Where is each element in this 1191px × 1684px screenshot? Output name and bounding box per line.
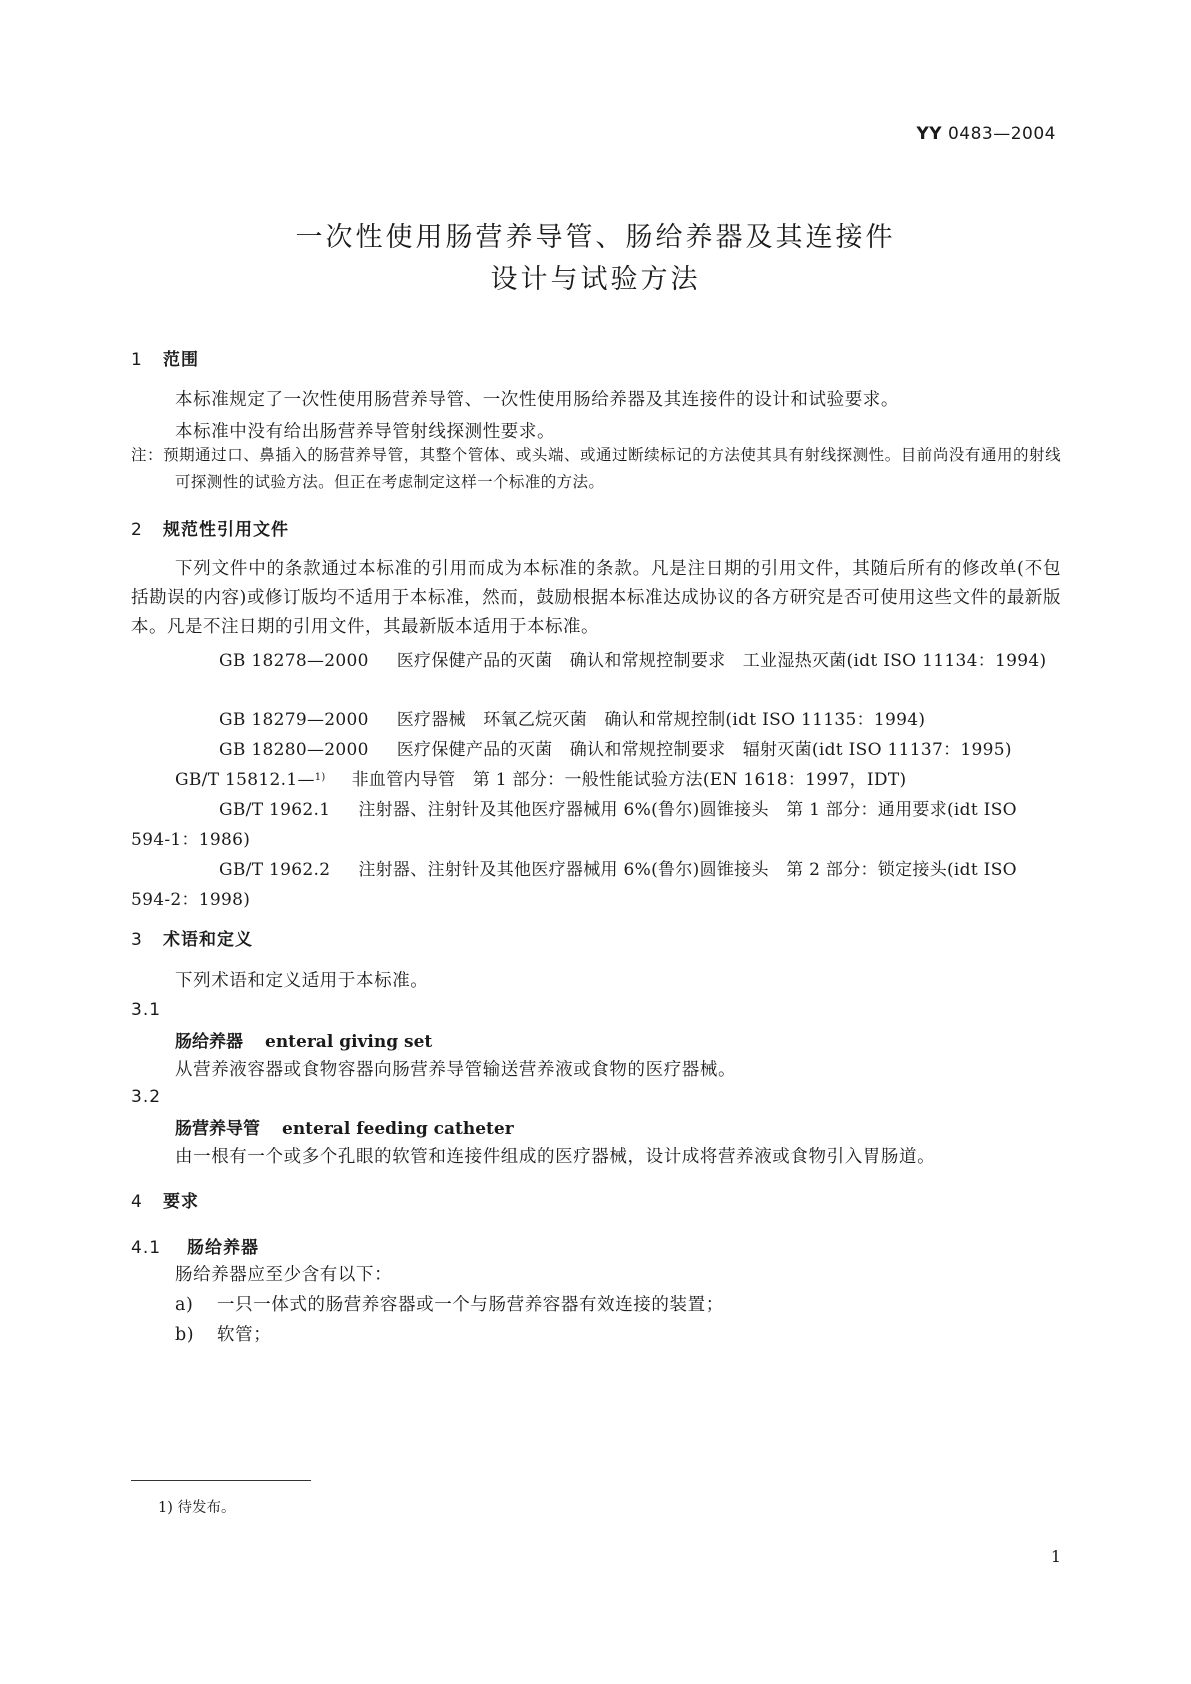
section-2-heading (131, 515, 289, 540)
section-title: 规范性引用文件 (163, 520, 289, 540)
term-zh: 肠给养器 (175, 1032, 243, 1052)
term-definition: 由一根有一个或多个孔眼的软管和连接件组成的医疗器械，设计成将营养液或食物引入胃肠道。 (175, 1147, 936, 1167)
footnote-marker: 1) (314, 772, 326, 783)
document-title-line1: 一次性使用肠营养导管、肠给养器及其连接件 (295, 222, 896, 253)
paragraph: 下列文件中的条款通过本标准的引用而成为本标准的条款。凡是注日期的引用文件，其随后所有的修改单(不包括勘误的内容)或修订版均不适用于本标准，然而，鼓励根据本标准达成协议的各方研究是否可使用这些文件的最新版本。凡是不注日期的引用文件，其最新版本适用于本标准。 (131, 559, 1061, 637)
reference-code: GB/T 1962.2 (219, 860, 331, 880)
term-en: enteral feeding catheter (282, 1119, 514, 1139)
reference-text: 注射器、注射针及其他医疗器械用 6%(鲁尔)圆锥接头 第 2 部分：锁定接头(idt ISO 594-2：1998) (131, 860, 1017, 910)
note: 注：预期通过口、鼻插入的肠营养导管，其整个管体、或头端、或通过断续标记的方法使其具有射线探测性。目前尚没有通用的射线可探测性的试验方法。但正在考虑制定这样一个标准的方法。 (131, 446, 1061, 491)
list-item (175, 1321, 271, 1346)
paragraph: 肠给养器应至少含有以下： (175, 1265, 393, 1285)
reference-item (131, 795, 1061, 855)
reference-text: 医疗保健产品的灭菌 确认和常规控制要求 辐射灭菌(idt ISO 11137：1995) (396, 740, 1012, 760)
subsection-number: 3.2 (131, 1087, 162, 1107)
reference-code: GB 18280—2000 (219, 740, 369, 760)
reference-text: 医疗保健产品的灭菌 确认和常规控制要求 工业湿热灭菌(idt ISO 11134：1994) (396, 651, 1047, 671)
standard-number: 0483—2004 (947, 124, 1056, 144)
reference-item (131, 705, 1061, 735)
subsection-number: 3.1 (131, 1000, 162, 1020)
section-title: 要求 (163, 1192, 199, 1212)
reference-code: GB/T 15812.1— (175, 770, 315, 790)
reference-text: 非血管内导管 第 1 部分：一般性能试验方法(EN 1618：1997，IDT) (351, 770, 907, 790)
reference-item (131, 735, 1061, 765)
reference-item (131, 855, 1061, 915)
subsection-heading (131, 1233, 259, 1258)
subsection-number: 4.1 (131, 1238, 162, 1258)
term-zh: 肠营养导管 (175, 1119, 260, 1139)
standard-prefix: YY (916, 124, 943, 144)
list-item (175, 1291, 724, 1316)
section-number: 2 (131, 520, 143, 540)
term-entry (175, 1027, 432, 1052)
section-title: 范围 (163, 350, 199, 370)
list-label: b) (175, 1325, 195, 1345)
reference-text: 注射器、注射针及其他医疗器械用 6%(鲁尔)圆锥接头 第 1 部分：通用要求(idt ISO 594-1：1986) (131, 800, 1017, 850)
footnote: 1) 待发布。 (158, 1500, 236, 1516)
section-number: 3 (131, 930, 143, 950)
reference-item (131, 765, 1061, 795)
reference-text: 医疗器械 环氧乙烷灭菌 确认和常规控制(idt ISO 11135：1994) (396, 710, 926, 730)
section-number: 4 (131, 1192, 143, 1212)
term-entry (175, 1114, 514, 1139)
section-number: 1 (131, 350, 143, 370)
paragraph: 下列术语和定义适用于本标准。 (175, 971, 429, 991)
term-en: enteral giving set (265, 1032, 433, 1052)
list-label: a) (175, 1295, 194, 1315)
paragraph: 本标准中没有给出肠营养导管射线探测性要求。 (175, 422, 556, 442)
paragraph: 本标准规定了一次性使用肠营养导管、一次性使用肠给养器及其连接件的设计和试验要求。 (175, 390, 899, 410)
reference-item (131, 646, 1061, 676)
document-title-line2: 设计与试验方法 (490, 264, 701, 295)
page-number: 1 (1050, 1547, 1061, 1566)
section-3-heading (131, 925, 253, 950)
section-title: 术语和定义 (163, 930, 253, 950)
standard-code (916, 124, 1056, 144)
subsection-title: 肠给养器 (187, 1238, 259, 1258)
list-text: 软管； (217, 1325, 272, 1345)
list-text: 一只一体式的肠营养容器或一个与肠营养容器有效连接的装置； (217, 1295, 724, 1315)
section-1-heading (131, 345, 199, 370)
footnote-divider (131, 1480, 311, 1481)
term-definition: 从营养液容器或食物容器向肠营养导管输送营养液或食物的医疗器械。 (175, 1060, 737, 1080)
reference-code: GB/T 1962.1 (219, 800, 331, 820)
reference-code: GB 18278—2000 (219, 651, 369, 671)
section-4-heading (131, 1187, 199, 1212)
reference-code: GB 18279—2000 (219, 710, 369, 730)
